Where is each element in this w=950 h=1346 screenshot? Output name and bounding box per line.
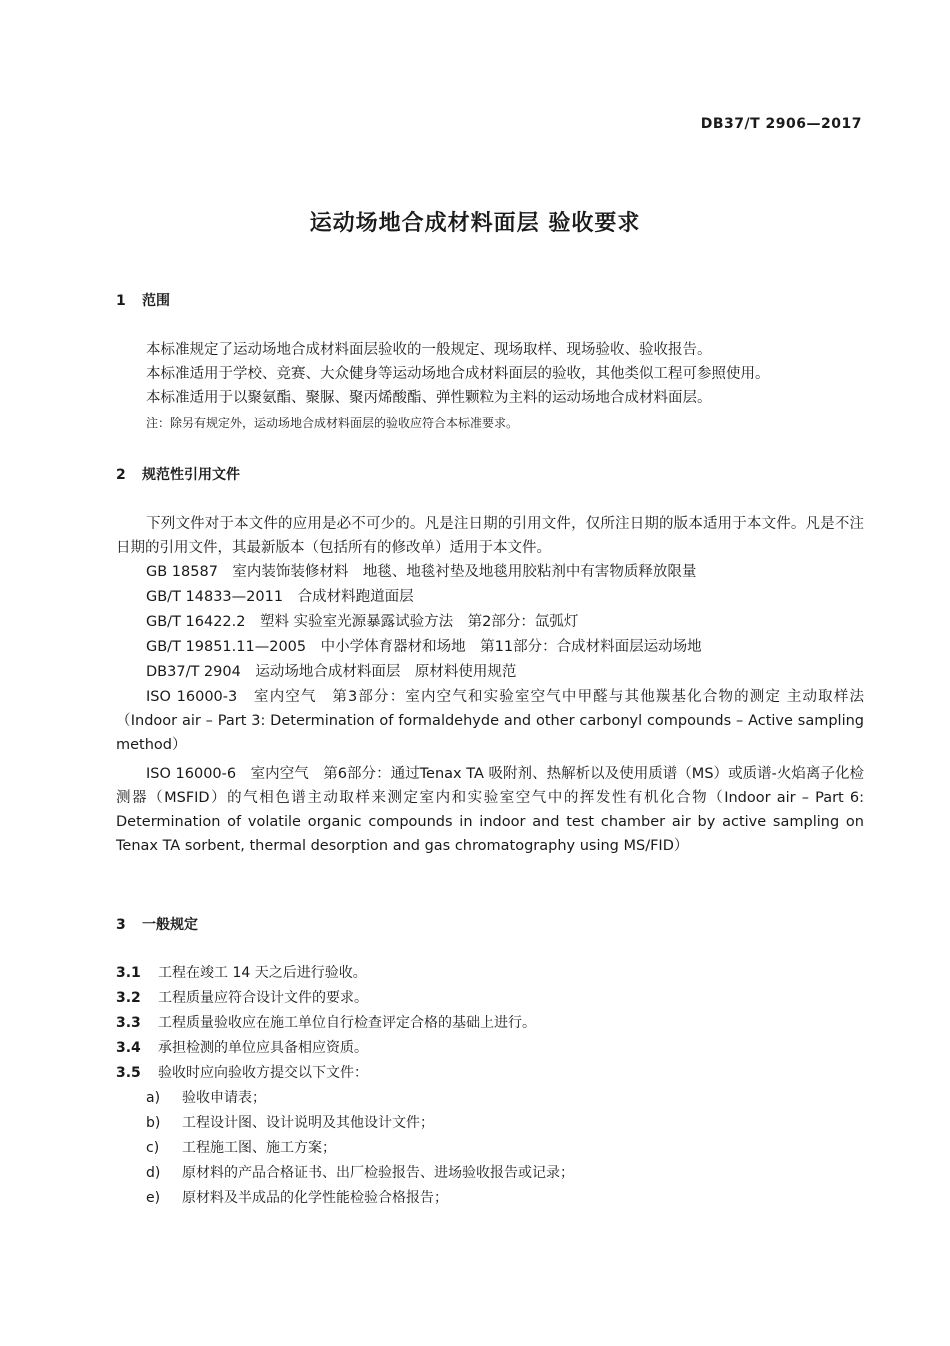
clause-text: 验收时应向验收方提交以下文件： (158, 1065, 368, 1081)
reference-item: GB/T 19851.11—2005 中小学体育器材和场地 第11部分：合成材料面层运动场地 (146, 639, 702, 655)
reference-item: GB/T 16422.2 塑料 实验室光源暴露试验方法 第2部分：氙弧灯 (146, 614, 579, 630)
reference-item: GB 18587 室内装饰装修材料 地毯、地毯衬垫及地毯用胶粘剂中有害物质释放限量 (146, 564, 697, 580)
reference-item: DB37/T 2904 运动场地合成材料面层 原材料使用规范 (146, 664, 517, 680)
list-marker: b) (146, 1115, 161, 1131)
section-number: 1 (116, 293, 126, 309)
section-title: 范围 (142, 293, 170, 309)
clause-text: 工程在竣工 14 天之后进行验收。 (158, 965, 367, 981)
list-item (146, 1162, 574, 1182)
section-heading-general-provisions (116, 914, 198, 934)
clause-number: 3.3 (116, 1015, 141, 1031)
reference-text: ISO 16000-6 室内空气 第6部分：通过Tenax TA 吸附剂、热解析以及使用质谱（MS）或质谱-火焰离子化检测器（MSFID）的气相色谱主动取样来测定室内和实验室空气中的挥发性有机化合物（Indoor air – Part 6: Determination of volatile organic compounds in indoor and test chamber air by active sampling on Tenax TA sorbent, thermal desorption and gas chromatography using MS/FID） (116, 766, 864, 854)
section-heading-scope (116, 290, 170, 310)
list-item-text: 工程施工图、施工方案； (182, 1140, 336, 1156)
reference-item-iso-16000-3 (116, 685, 864, 757)
references-intro (116, 512, 864, 560)
section-number: 2 (116, 467, 126, 483)
section-number: 3 (116, 917, 126, 933)
section-heading-normative-references (116, 464, 240, 484)
reference-item: GB/T 14833—2011 合成材料跑道面层 (146, 589, 414, 605)
reference-text: ISO 16000-3 室内空气 第3部分：室内空气和实验室空气中甲醛与其他羰基化合物的测定 主动取样法（Indoor air – Part 3: Determination of formaldehyde and other carbonyl compounds – Active sampling method） (116, 689, 864, 753)
list-item-text: 原材料及半成品的化学性能检验合格报告； (182, 1190, 448, 1206)
scope-paragraph-1: 本标准规定了运动场地合成材料面层验收的一般规定、现场取样、现场验收、验收报告。 (146, 342, 712, 358)
list-item-text: 工程设计图、设计说明及其他设计文件； (182, 1115, 434, 1131)
list-item-text: 验收申请表； (182, 1090, 266, 1106)
page-title: 运动场地合成材料面层 验收要求 (309, 211, 641, 236)
clause-3-5 (116, 1062, 368, 1082)
list-item (146, 1187, 448, 1207)
reference-item-iso-16000-6 (116, 762, 864, 858)
list-marker: e) (146, 1190, 161, 1206)
section-title: 规范性引用文件 (142, 467, 240, 483)
list-item (146, 1137, 336, 1157)
clause-number: 3.5 (116, 1065, 141, 1081)
list-item (146, 1087, 266, 1107)
list-marker: d) (146, 1165, 161, 1181)
document-code: DB37/T 2906—2017 (700, 116, 862, 132)
clause-number: 3.2 (116, 990, 141, 1006)
list-marker: a) (146, 1090, 161, 1106)
list-item-text: 原材料的产品合格证书、出厂检验报告、进场验收报告或记录； (182, 1165, 574, 1181)
clause-number: 3.1 (116, 965, 141, 981)
scope-paragraph-2: 本标准适用于学校、竞赛、大众健身等运动场地合成材料面层的验收，其他类似工程可参照使用。 (146, 366, 770, 382)
clause-number: 3.4 (116, 1040, 141, 1056)
clause-3-4 (116, 1037, 368, 1057)
clause-3-2 (116, 987, 368, 1007)
clause-text: 工程质量验收应在施工单位自行检查评定合格的基础上进行。 (158, 1015, 536, 1031)
references-intro-text: 下列文件对于本文件的应用是必不可少的。凡是注日期的引用文件，仅所注日期的版本适用于本文件。凡是不注日期的引用文件，其最新版本（包括所有的修改单）适用于本文件。 (116, 516, 864, 556)
clause-text: 承担检测的单位应具备相应资质。 (158, 1040, 368, 1056)
clause-3-1 (116, 962, 367, 982)
clause-3-3 (116, 1012, 536, 1032)
section-title: 一般规定 (142, 917, 198, 933)
list-item (146, 1112, 434, 1132)
scope-paragraph-3: 本标准适用于以聚氨酯、聚脲、聚丙烯酸酯、弹性颗粒为主料的运动场地合成材料面层。 (146, 390, 712, 406)
scope-note: 注：除另有规定外，运动场地合成材料面层的验收应符合本标准要求。 (146, 416, 519, 430)
list-marker: c) (146, 1140, 160, 1156)
clause-text: 工程质量应符合设计文件的要求。 (158, 990, 368, 1006)
